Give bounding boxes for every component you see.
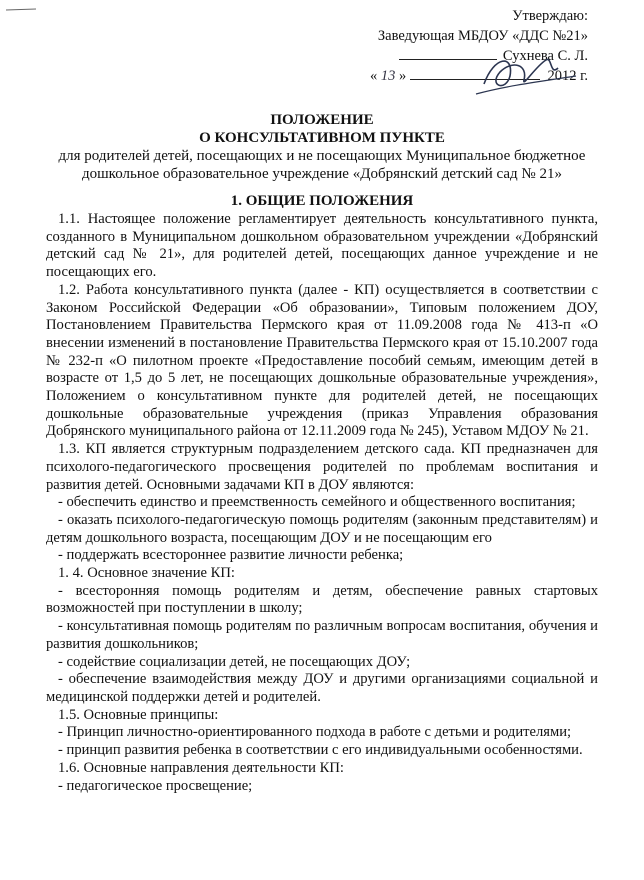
approval-signer: Сухнева С. Л. xyxy=(502,48,588,64)
list-item: - консультативная помощь родителям по различным вопросам воспитания, обучения и развития дошкольников; xyxy=(46,618,598,652)
approval-signer-row xyxy=(370,46,588,66)
signature-line xyxy=(399,59,497,60)
paragraph: 1.3. КП является структурным подразделением детского сада. КП предназначен для психолого-педагогического просвещения родителей по проблемам воспитания и развития детей. Основными задачами КП в ДОУ являются: xyxy=(46,441,598,493)
list-item: - поддержать всестороннее развитие личности ребенка; xyxy=(58,547,404,564)
subtitle-line-1: для родителей детей, посещающих и не посещающих Муниципальное бюджетное xyxy=(58,148,586,164)
list-item: - оказать психолого-педагогическую помощь родителям (законным представителям) и детям дошкольного возраста, посещающим ДОУ и не посещающим его xyxy=(46,511,598,546)
paragraph: 1. 4. Основное значение КП: xyxy=(58,565,235,582)
date-month-line xyxy=(410,79,540,80)
paragraph: 1.2. Работа консультативного пункта (далее - КП) осуществляется в соответствии с Законом Российской Федерации «Об образовании», Типовым положением ДОУ, Постановлением Правительства Пермского края от 11.09.2008 года № 413-п «О внесении изменений в постановление Правительства Пермского края от 15.10.2007 года № 232-п «О пилотном проекте «Предоставление пособий семьям, имеющим детей в возрасте от 1,5 до 5 лет, не посещающих дошкольные образовательные учреждения», Положением о консультативном пункте для родителей детей, не посещающих дошкольные образовательные учреждения (приказ Управления образования Добрянского муниципального района от 12.11.2009 года № 245), Уставом МДОУ № 21. xyxy=(46,281,598,440)
approval-block xyxy=(370,6,588,86)
date-close-quote: » xyxy=(398,68,407,84)
subtitle-line-2: дошкольное образовательное учреждение «Добрянский детский сад № 21» xyxy=(82,166,562,182)
list-item: - всесторонняя помощь родителям и детям, обеспечение равных стартовых возможностей при поступлении в школу; xyxy=(46,582,598,617)
paragraph: 1.1. Настоящее положение регламентирует деятельность консультативного пункта, созданного в Муниципальном дошкольном образовательном учреждении «Добрянский детский сад № 21», для родителей детей, посещающих данное учреждение и не посещающих его. xyxy=(46,211,598,281)
approval-line-1: Утверждаю: xyxy=(512,8,588,24)
title-line-2: О КОНСУЛЬТАТИВНОМ ПУНКТЕ xyxy=(199,130,445,146)
list-item: - педагогическое просвещение; xyxy=(58,777,253,794)
title-line-1: ПОЛОЖЕНИЕ xyxy=(270,112,374,128)
list-item: - Принцип личностно-ориентированного подхода в работе с детьми и родителями; xyxy=(58,724,572,741)
list-item: - содействие социализации детей, не посещающих ДОУ; xyxy=(58,653,411,670)
date-open-quote: « xyxy=(369,68,378,84)
date-year: 2012 г. xyxy=(547,68,588,84)
list-item: - принцип развития ребенка в соответствии с его индивидуальными особенностями. xyxy=(58,742,583,759)
date-day: 13 xyxy=(380,68,396,84)
list-item: - обеспечить единство и преемственность семейного и общественного воспитания; xyxy=(58,494,576,511)
paragraph: 1.6. Основные направления деятельности КП: xyxy=(58,759,344,776)
approval-date-row xyxy=(370,66,588,86)
list-item: - обеспечение взаимодействия между ДОУ и другими организациями социальной и медицинской поддержки детей и родителей. xyxy=(46,671,598,705)
document-title xyxy=(0,111,644,183)
approval-line-2: Заведующая МБДОУ «ДДС №21» xyxy=(377,28,588,44)
document-body xyxy=(46,211,598,795)
paragraph: 1.5. Основные принципы: xyxy=(58,706,219,723)
section-heading: 1. ОБЩИЕ ПОЛОЖЕНИЯ xyxy=(230,193,414,209)
scan-mark xyxy=(6,8,36,10)
